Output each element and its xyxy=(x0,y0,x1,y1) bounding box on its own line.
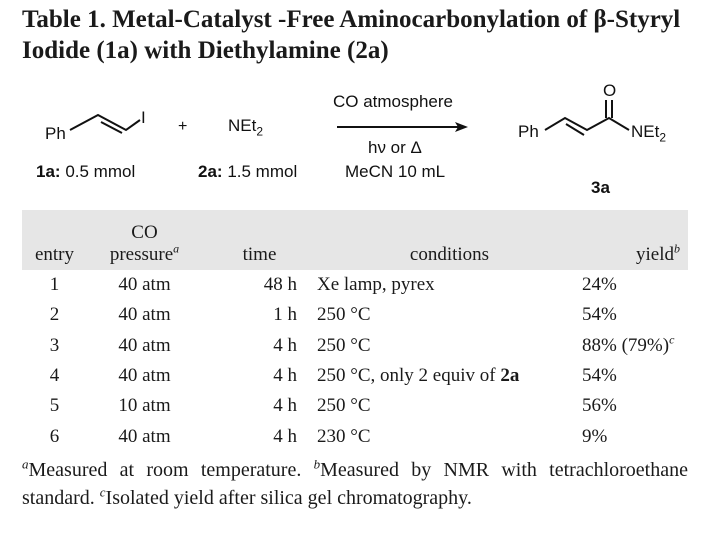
entry-cell: 1 xyxy=(49,274,60,296)
yield-cell: 24% xyxy=(582,274,617,296)
conditions-cell: 250 °C xyxy=(317,304,371,326)
yield-cell: 56% xyxy=(582,395,617,417)
product-amine xyxy=(631,122,666,144)
product-bond-lines xyxy=(545,118,629,130)
product-amine-text: NEt xyxy=(631,122,660,141)
table-row xyxy=(22,331,688,361)
pressure-cell: 40 atm xyxy=(118,425,171,447)
yield-value: 88% (79%) xyxy=(582,334,670,356)
label-2a-bold: 2a: xyxy=(198,162,223,181)
pressure-cell: 40 atm xyxy=(118,304,171,326)
footnote-c-text: Isolated yield after silica gel chromatography. xyxy=(105,487,472,509)
footnote-a-text: Measured at room temperature. xyxy=(28,459,302,481)
reagent-2 xyxy=(228,116,263,138)
product-double-bond xyxy=(566,124,584,135)
label-2a-amount: 1.5 mmol xyxy=(227,162,298,181)
label-1a-bold: 1a: xyxy=(36,162,61,181)
pressure-cell: 10 atm xyxy=(118,395,171,417)
footnote-b-text: Measured by NMR with tetrachloroethane standard. xyxy=(22,459,688,509)
yield-footnote: c xyxy=(669,332,675,347)
entry-cell: 4 xyxy=(49,365,60,387)
pressure-cell: 40 atm xyxy=(118,334,171,356)
table-row xyxy=(22,391,688,421)
time-cell: 4 h xyxy=(273,334,297,356)
reaction-scheme xyxy=(0,80,706,205)
compound-ref: 2a xyxy=(500,365,520,387)
arrow-bottom-text-2: MeCN 10 mL xyxy=(345,162,446,181)
footnote-a-marker: a xyxy=(22,456,29,472)
time-cell: 4 h xyxy=(273,395,297,417)
time-cell: 1 h xyxy=(273,304,297,326)
conditions-cell xyxy=(317,361,582,391)
header-pressure: pressure xyxy=(109,244,174,265)
results-table xyxy=(22,210,688,452)
table-header-row xyxy=(22,210,688,270)
reagent-1-iodine: I xyxy=(141,108,146,127)
label-1a-amount: 0.5 mmol xyxy=(65,162,136,181)
header-time: time xyxy=(242,244,277,265)
reagent-2-subscript: 2 xyxy=(256,124,264,139)
entry-cell: 6 xyxy=(49,425,60,447)
product-phenyl: Ph xyxy=(518,122,539,141)
header-co-pressure xyxy=(87,210,202,270)
product-oxygen: O xyxy=(603,81,617,100)
table-row xyxy=(22,270,688,300)
yield-cell: 54% xyxy=(582,304,617,326)
yield-cell: 54% xyxy=(582,365,617,387)
conditions-cell: Xe lamp, pyrex xyxy=(317,274,435,296)
header-co: CO xyxy=(131,222,158,243)
conditions-text: 250 °C, only 2 equiv of xyxy=(317,365,496,387)
conditions-cell: 230 °C xyxy=(317,425,371,447)
time-cell: 48 h xyxy=(263,274,297,296)
time-cell: 4 h xyxy=(273,365,297,387)
conditions-cell: 250 °C xyxy=(317,395,371,417)
reagent-1-phenyl: Ph xyxy=(45,124,66,143)
label-1a xyxy=(36,162,135,182)
entry-cell: 3 xyxy=(49,334,60,356)
plus-sign: + xyxy=(178,118,188,135)
styryl-bond-lines xyxy=(70,115,140,130)
table-footnotes xyxy=(22,456,688,512)
double-bond-line xyxy=(101,122,122,133)
arrow-bottom-text-1: hν or Δ xyxy=(368,138,422,157)
entry-cell: 2 xyxy=(49,304,60,326)
label-2a xyxy=(198,162,297,182)
pressure-cell: 40 atm xyxy=(118,274,171,296)
product-amine-subscript: 2 xyxy=(659,130,667,145)
header-yield-footnote: b xyxy=(674,241,680,256)
reagent-2-text: NEt xyxy=(228,116,257,135)
entry-cell: 5 xyxy=(49,395,60,417)
header-pressure-footnote: a xyxy=(173,241,180,256)
yield-cell xyxy=(582,331,688,361)
table-row xyxy=(22,361,688,391)
header-yield xyxy=(582,210,688,270)
header-conditions: conditions xyxy=(409,244,490,265)
conditions-cell: 250 °C xyxy=(317,334,371,356)
time-cell: 4 h xyxy=(273,425,297,447)
table-title: Table 1. Metal-Catalyst -Free Aminocarbonylation of β-Styryl Iodide (1a) with Diethylamine (2a) xyxy=(22,6,681,64)
pressure-cell: 40 atm xyxy=(118,365,171,387)
table-row xyxy=(22,421,688,451)
header-yield-text: yield xyxy=(636,244,674,265)
footnote-b-marker: b xyxy=(313,456,321,472)
table-row xyxy=(22,300,688,330)
header-entry: entry xyxy=(34,244,75,265)
label-3a: 3a xyxy=(591,178,610,197)
footnote-c-marker: c xyxy=(99,484,106,500)
yield-cell: 9% xyxy=(582,425,608,447)
arrow-top-text: CO atmosphere xyxy=(333,92,453,111)
